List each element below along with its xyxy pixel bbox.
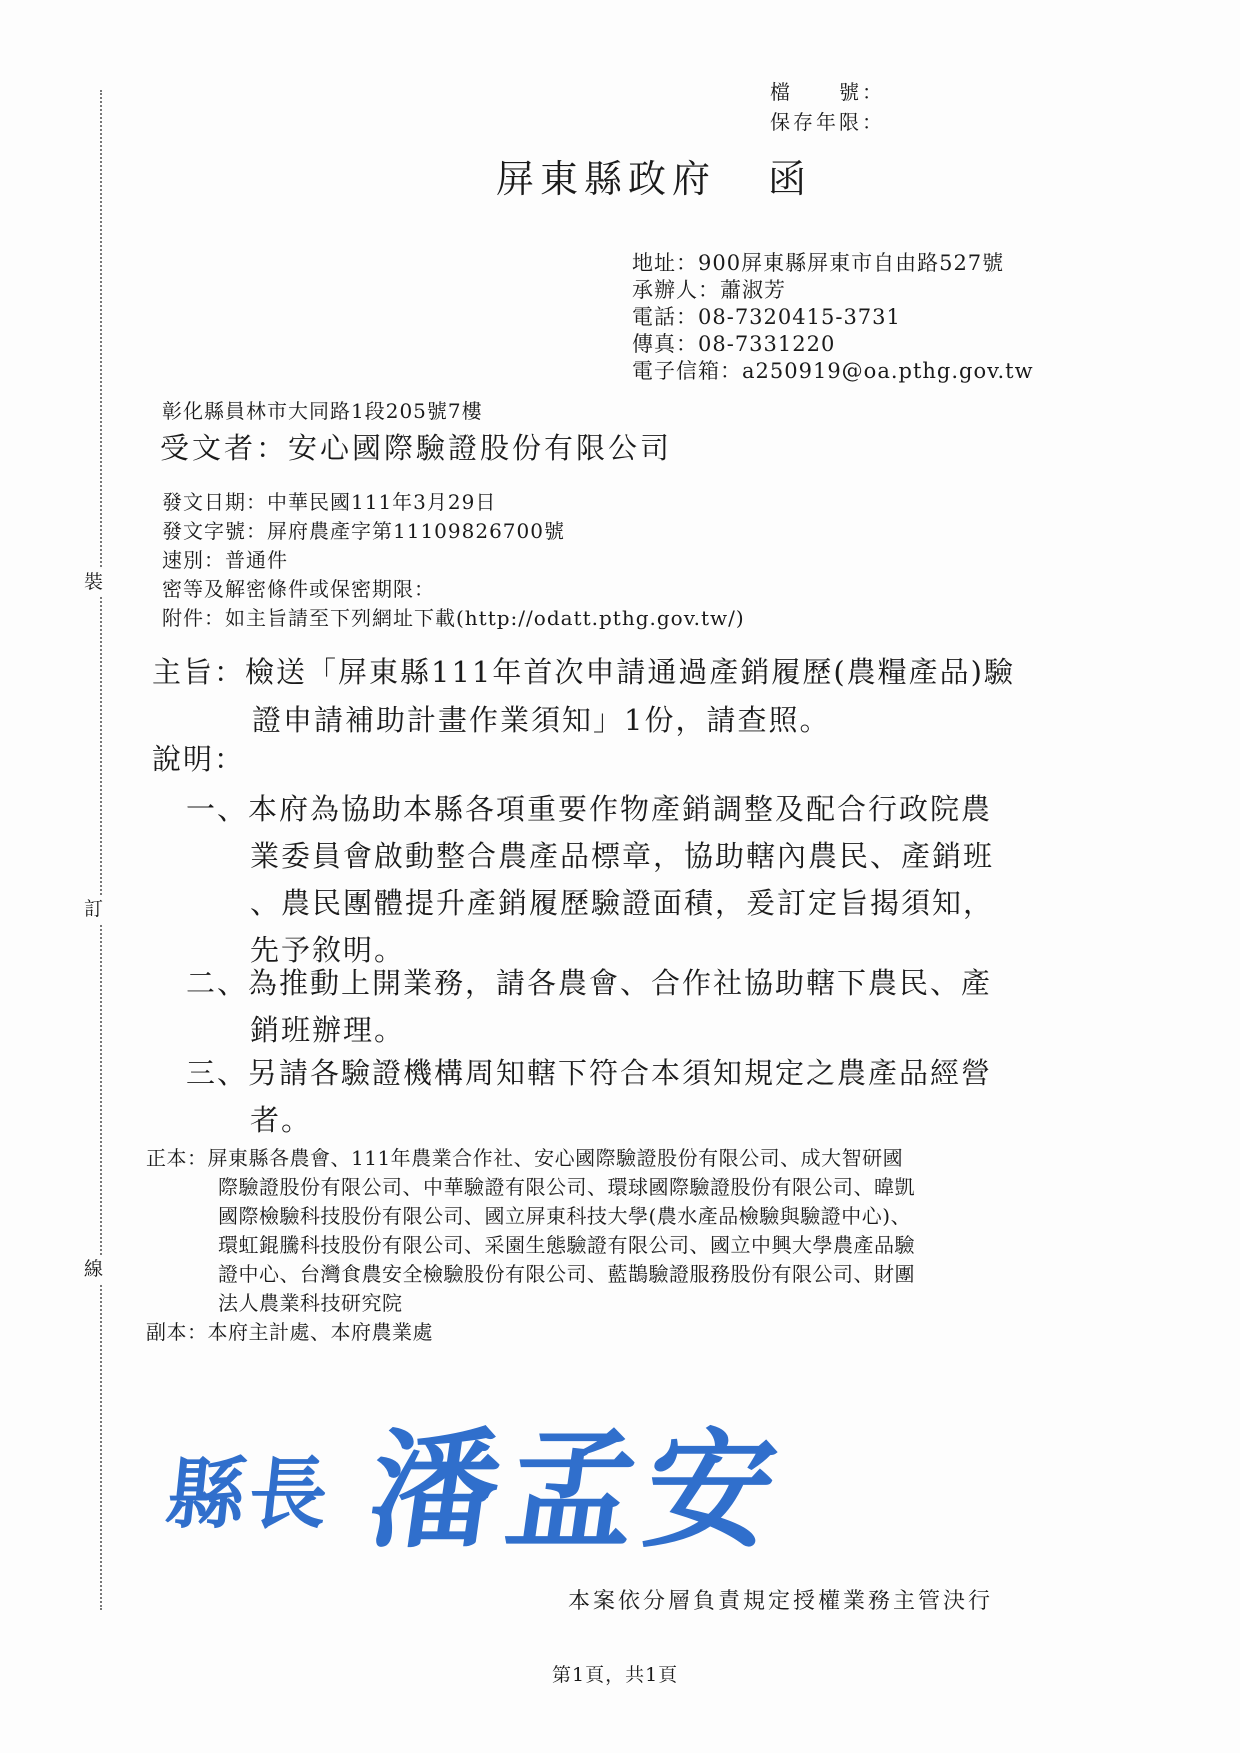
recipient-address: 彰化縣員林市大同路1段205號7樓 [162, 399, 483, 423]
explanation-label: 說明： [152, 742, 246, 776]
distribution-main-line: 際驗證股份有限公司、中華驗證有限公司、環球國際驗證股份有限公司、暐凱 [218, 1175, 915, 1199]
binding-dotted-line [100, 90, 102, 1610]
contact-fax: 傳真：08-7331220 [632, 332, 836, 356]
speed-class: 速別：普通件 [162, 548, 288, 572]
binding-mark-ding: 訂 [84, 895, 103, 923]
authorization-note: 本案依分層負責規定授權業務主管決行 [568, 1589, 994, 1614]
distribution-main-line: 證中心、台灣食農安全檢驗股份有限公司、藍鵲驗證服務股份有限公司、財團 [218, 1262, 915, 1286]
explanation-item-3 [186, 1050, 992, 1144]
subject-line: 主旨：檢送「屏東縣111年首次申請通過產銷履歷(農糧產品)驗 [152, 655, 1015, 689]
document-title [496, 148, 812, 203]
contact-email: 電子信箱：a250919@oa.pthg.gov.tw [632, 359, 1034, 383]
signature-title-stamp: 縣長 [162, 1449, 337, 1540]
contact-address: 地址：900屏東縣屏東市自由路527號 [632, 251, 1005, 275]
attachment-note: 附件：如主旨請至下列網址下載(http://odatt.pthg.gov.tw/) [162, 606, 745, 630]
file-number-label: 檔 號： [770, 80, 885, 104]
page-number: 第1頁，共1頁 [552, 1664, 679, 1686]
distribution-main-line: 國際檢驗科技股份有限公司、國立屏東科技大學(農水產品檢驗與驗證中心)、 [218, 1204, 912, 1228]
distribution-main-line: 正本：屏東縣各農會、111年農業合作社、安心國際驗證股份有限公司、成大智研國 [146, 1146, 904, 1170]
contact-handler: 承辦人：蕭淑芳 [632, 278, 786, 302]
binding-mark-zhuang: 裝 [84, 568, 103, 596]
issue-date: 發文日期：中華民國111年3月29日 [162, 490, 497, 514]
contact-block [632, 250, 1034, 385]
explanation-line: 先予敘明。 [250, 933, 406, 967]
signature-name-stamp: 潘孟安 [359, 1416, 796, 1566]
security-class: 密等及解密條件或保密期限： [162, 577, 435, 601]
explanation-line: 三、另請各驗證機構周知轄下符合本須知規定之農產品經營 [186, 1056, 993, 1090]
subject-line: 證申請補助計畫作業須知」1份，請查照。 [252, 703, 831, 737]
distribution-main-line: 法人農業科技研究院 [218, 1291, 403, 1315]
explanation-line: 業委員會啟動整合農產品標章，協助轄內農民、產銷班 [250, 839, 995, 873]
binding-mark-xian: 線 [84, 1255, 103, 1283]
header-fields [162, 488, 745, 633]
explanation-item-2 [186, 960, 992, 1054]
document-type: 函 [768, 157, 813, 201]
explanation-line: 銷班辦理。 [250, 1013, 406, 1047]
explanation-line: 者。 [250, 1103, 313, 1137]
explanation-item-1 [186, 786, 994, 974]
subject-block [152, 648, 1015, 744]
agency-name: 屏東縣政府 [496, 157, 717, 201]
distribution-copy-line: 副本：本府主計處、本府農業處 [146, 1320, 433, 1344]
explanation-line: 一、本府為協助本縣各項重要作物產銷調整及配合行政院農 [186, 792, 993, 826]
explanation-line: 二、為推動上開業務，請各農會、合作社協助轄下農民、產 [186, 966, 993, 1000]
contact-phone: 電話：08-7320415-3731 [632, 305, 901, 329]
document-number: 發文字號：屏府農產字第11109826700號 [162, 519, 565, 543]
recipient-name: 受文者：安心國際驗證股份有限公司 [160, 431, 673, 465]
explanation-line: 、農民團體提升產銷履歷驗證面積，爰訂定旨揭須知， [250, 886, 995, 920]
retention-label: 保存年限： [770, 110, 885, 134]
distribution-main-line: 環虹錕騰科技股份有限公司、采園生態驗證有限公司、國立中興大學農產品驗 [218, 1233, 915, 1257]
distribution-block [146, 1144, 915, 1347]
